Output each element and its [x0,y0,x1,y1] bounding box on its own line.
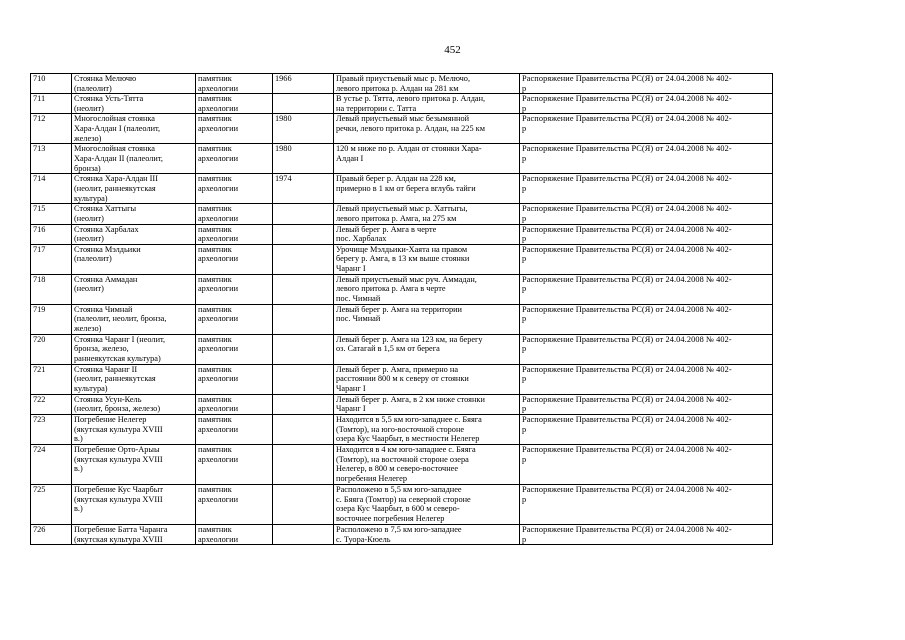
monument-location: Левый берег р. Амга в черте пос. Харбалах [334,224,520,244]
monument-location: Левый берег р. Амга, примерно на расстоянии 800 м к северу от стоянки Чаранг I [334,364,520,394]
monument-name: Погребение Орто-Арыы (якутская культура XVIII в.) [72,444,196,484]
monument-location: Находится в 5,5 км юго-западнее с. Бяяга (Томтор), на юго-восточной стороне озера Кус Чаарбыт, в местности Нелегер [334,414,520,444]
row-number: 715 [31,204,72,224]
legal-act: Распоряжение Правительства РС(Я) от 24.04.2008 № 402- р [520,114,773,144]
legal-act: Распоряжение Правительства РС(Я) от 24.04.2008 № 402- р [520,304,773,334]
legal-act: Распоряжение Правительства РС(Я) от 24.04.2008 № 402- р [520,174,773,204]
table-row [31,484,773,524]
legal-act: Распоряжение Правительства РС(Я) от 24.04.2008 № 402- р [520,94,773,114]
discovery-year: 1966 [273,74,334,94]
row-number: 713 [31,144,72,174]
monument-type: памятник археологии [196,94,273,114]
monument-location: Правый приустьевый мыс р. Мелючо, левого притока р. Алдан на 281 км [334,74,520,94]
monument-type: памятник археологии [196,74,273,94]
legal-act: Распоряжение Правительства РС(Я) от 24.04.2008 № 402- р [520,204,773,224]
monument-type: памятник археологии [196,174,273,204]
table-row [31,444,773,484]
monument-location: Левый берег р. Амга на территории пос. Чимнай [334,304,520,334]
discovery-year: 1980 [273,144,334,174]
table-row [31,274,773,304]
monument-type: памятник археологии [196,114,273,144]
legal-act: Распоряжение Правительства РС(Я) от 24.04.2008 № 402- р [520,274,773,304]
legal-act: Распоряжение Правительства РС(Я) от 24.04.2008 № 402- р [520,224,773,244]
monument-name: Стоянка Мелючю (палеолит) [72,74,196,94]
row-number: 717 [31,244,72,274]
row-number: 726 [31,524,72,544]
monument-type: памятник археологии [196,484,273,524]
monument-type: памятник археологии [196,274,273,304]
discovery-year [273,244,334,274]
table-body [31,74,773,545]
discovery-year [273,224,334,244]
row-number: 711 [31,94,72,114]
legal-act: Распоряжение Правительства РС(Я) от 24.04.2008 № 402- р [520,444,773,484]
monument-type: памятник археологии [196,414,273,444]
row-number: 719 [31,304,72,334]
monument-name: Стоянка Чаранг I (неолит, бронза, железо, раннеякутская культура) [72,334,196,364]
monument-location: 120 м ниже по р. Алдан от стоянки Хара- Алдан I [334,144,520,174]
table-row [31,414,773,444]
monument-type: памятник археологии [196,224,273,244]
discovery-year [273,444,334,484]
row-number: 710 [31,74,72,94]
monument-location: Расположено в 5,5 км юго-западнее с. Бяяга (Томтор) на северной стороне озера Кус Чаарбыт, в 600 м северо- восточнее погребения Нелегер [334,484,520,524]
row-number: 723 [31,414,72,444]
table-row [31,94,773,114]
monument-type: памятник археологии [196,334,273,364]
monument-location: Урочище Мэлдьики-Хаята на правом берегу р. Амга, в 13 км выше стоянки Чаранг I [334,244,520,274]
row-number: 720 [31,334,72,364]
table-row [31,244,773,274]
monument-type: памятник археологии [196,524,273,544]
discovery-year [273,274,334,304]
row-number: 724 [31,444,72,484]
page-number: 452 [444,44,461,56]
monument-name: Стоянка Чимнай (палеолит, неолит, бронза, железо) [72,304,196,334]
monument-name: Погребение Нелегер (якутская культура XVIII в.) [72,414,196,444]
monument-name: Стоянка Мэлдьики (палеолит) [72,244,196,274]
table-row [31,74,773,94]
monument-location: Находится в 4 км юго-западнее с. Бяяга (Томтор), на восточной стороне озера Нелегер, в 800 м северо-восточнее погребения Нелегер [334,444,520,484]
table-row [31,204,773,224]
monument-type: памятник археологии [196,394,273,414]
table-row [31,304,773,334]
monument-location: Расположено в 7,5 км юго-западнее с. Туора-Кюель [334,524,520,544]
legal-act: Распоряжение Правительства РС(Я) от 24.04.2008 № 402- р [520,74,773,94]
monument-type: памятник археологии [196,304,273,334]
monument-name: Стоянка Хаттыгы (неолит) [72,204,196,224]
row-number: 714 [31,174,72,204]
discovery-year [273,414,334,444]
discovery-year [273,94,334,114]
monument-location: Левый приустьевый мыс р. Хаттыгы, левого притока р. Амга, на 275 км [334,204,520,224]
monument-name: Стоянка Чаранг II (неолит, раннеякутская культура) [72,364,196,394]
legal-act: Распоряжение Правительства РС(Я) от 24.04.2008 № 402- р [520,334,773,364]
monument-name: Многослойная стоянка Хара-Алдан II (палеолит, бронза) [72,144,196,174]
discovery-year [273,394,334,414]
table-row [31,224,773,244]
discovery-year [273,524,334,544]
monument-name: Стоянка Харбалах (неолит) [72,224,196,244]
monument-name: Погребение Батта Чаранга (якутская культура XVIII [72,524,196,544]
monument-location: В устье р. Тятта, левого притока р. Алдан, на территории с. Татта [334,94,520,114]
monument-type: памятник археологии [196,444,273,484]
monument-name: Стоянка Усун-Кель (неолит, бронза, железо) [72,394,196,414]
table-row [31,144,773,174]
row-number: 712 [31,114,72,144]
discovery-year [273,334,334,364]
monument-name: Многослойная стоянка Хара-Алдан I (палеолит, железо) [72,114,196,144]
row-number: 716 [31,224,72,244]
legal-act: Распоряжение Правительства РС(Я) от 24.04.2008 № 402- р [520,414,773,444]
monument-location: Левый берег р. Амга, в 2 км ниже стоянки Чаранг I [334,394,520,414]
discovery-year [273,364,334,394]
row-number: 721 [31,364,72,394]
monument-location: Левый приустьевый мыс руч. Аммадан, левого притока р. Амга в черте пос. Чимнай [334,274,520,304]
monument-type: памятник археологии [196,244,273,274]
discovery-year [273,484,334,524]
table-row [31,394,773,414]
legal-act: Распоряжение Правительства РС(Я) от 24.04.2008 № 402- р [520,244,773,274]
table-row [31,114,773,144]
discovery-year [273,204,334,224]
monument-type: памятник археологии [196,364,273,394]
row-number: 722 [31,394,72,414]
monument-name: Стоянка Усть-Тятта (неолит) [72,94,196,114]
legal-act: Распоряжение Правительства РС(Я) от 24.04.2008 № 402- р [520,364,773,394]
discovery-year: 1980 [273,114,334,144]
discovery-year [273,304,334,334]
legal-act: Распоряжение Правительства РС(Я) от 24.04.2008 № 402- р [520,484,773,524]
monument-type: памятник археологии [196,204,273,224]
discovery-year: 1974 [273,174,334,204]
monument-location: Правый берег р. Алдан на 228 км, примерно в 1 км от берега вглубь тайги [334,174,520,204]
monument-type: памятник археологии [196,144,273,174]
table-row [31,334,773,364]
row-number: 725 [31,484,72,524]
table-row [31,364,773,394]
table-row [31,524,773,544]
monument-location: Левый берег р. Амга на 123 км, на берегу оз. Сатагай в 1,5 км от берега [334,334,520,364]
table-row [31,174,773,204]
row-number: 718 [31,274,72,304]
monument-location: Левый приустьевый мыс безымянной речки, левого притока р. Алдан, на 225 км [334,114,520,144]
heritage-registry-table [30,73,773,545]
legal-act: Распоряжение Правительства РС(Я) от 24.04.2008 № 402- р [520,394,773,414]
legal-act: Распоряжение Правительства РС(Я) от 24.04.2008 № 402- р [520,144,773,174]
monument-name: Погребение Кус Чаарбыт (якутская культура XVIII в.) [72,484,196,524]
legal-act: Распоряжение Правительства РС(Я) от 24.04.2008 № 402- р [520,524,773,544]
monument-name: Стоянка Хара-Алдан III (неолит, раннеякутская культура) [72,174,196,204]
monument-name: Стоянка Аммадан (неолит) [72,274,196,304]
